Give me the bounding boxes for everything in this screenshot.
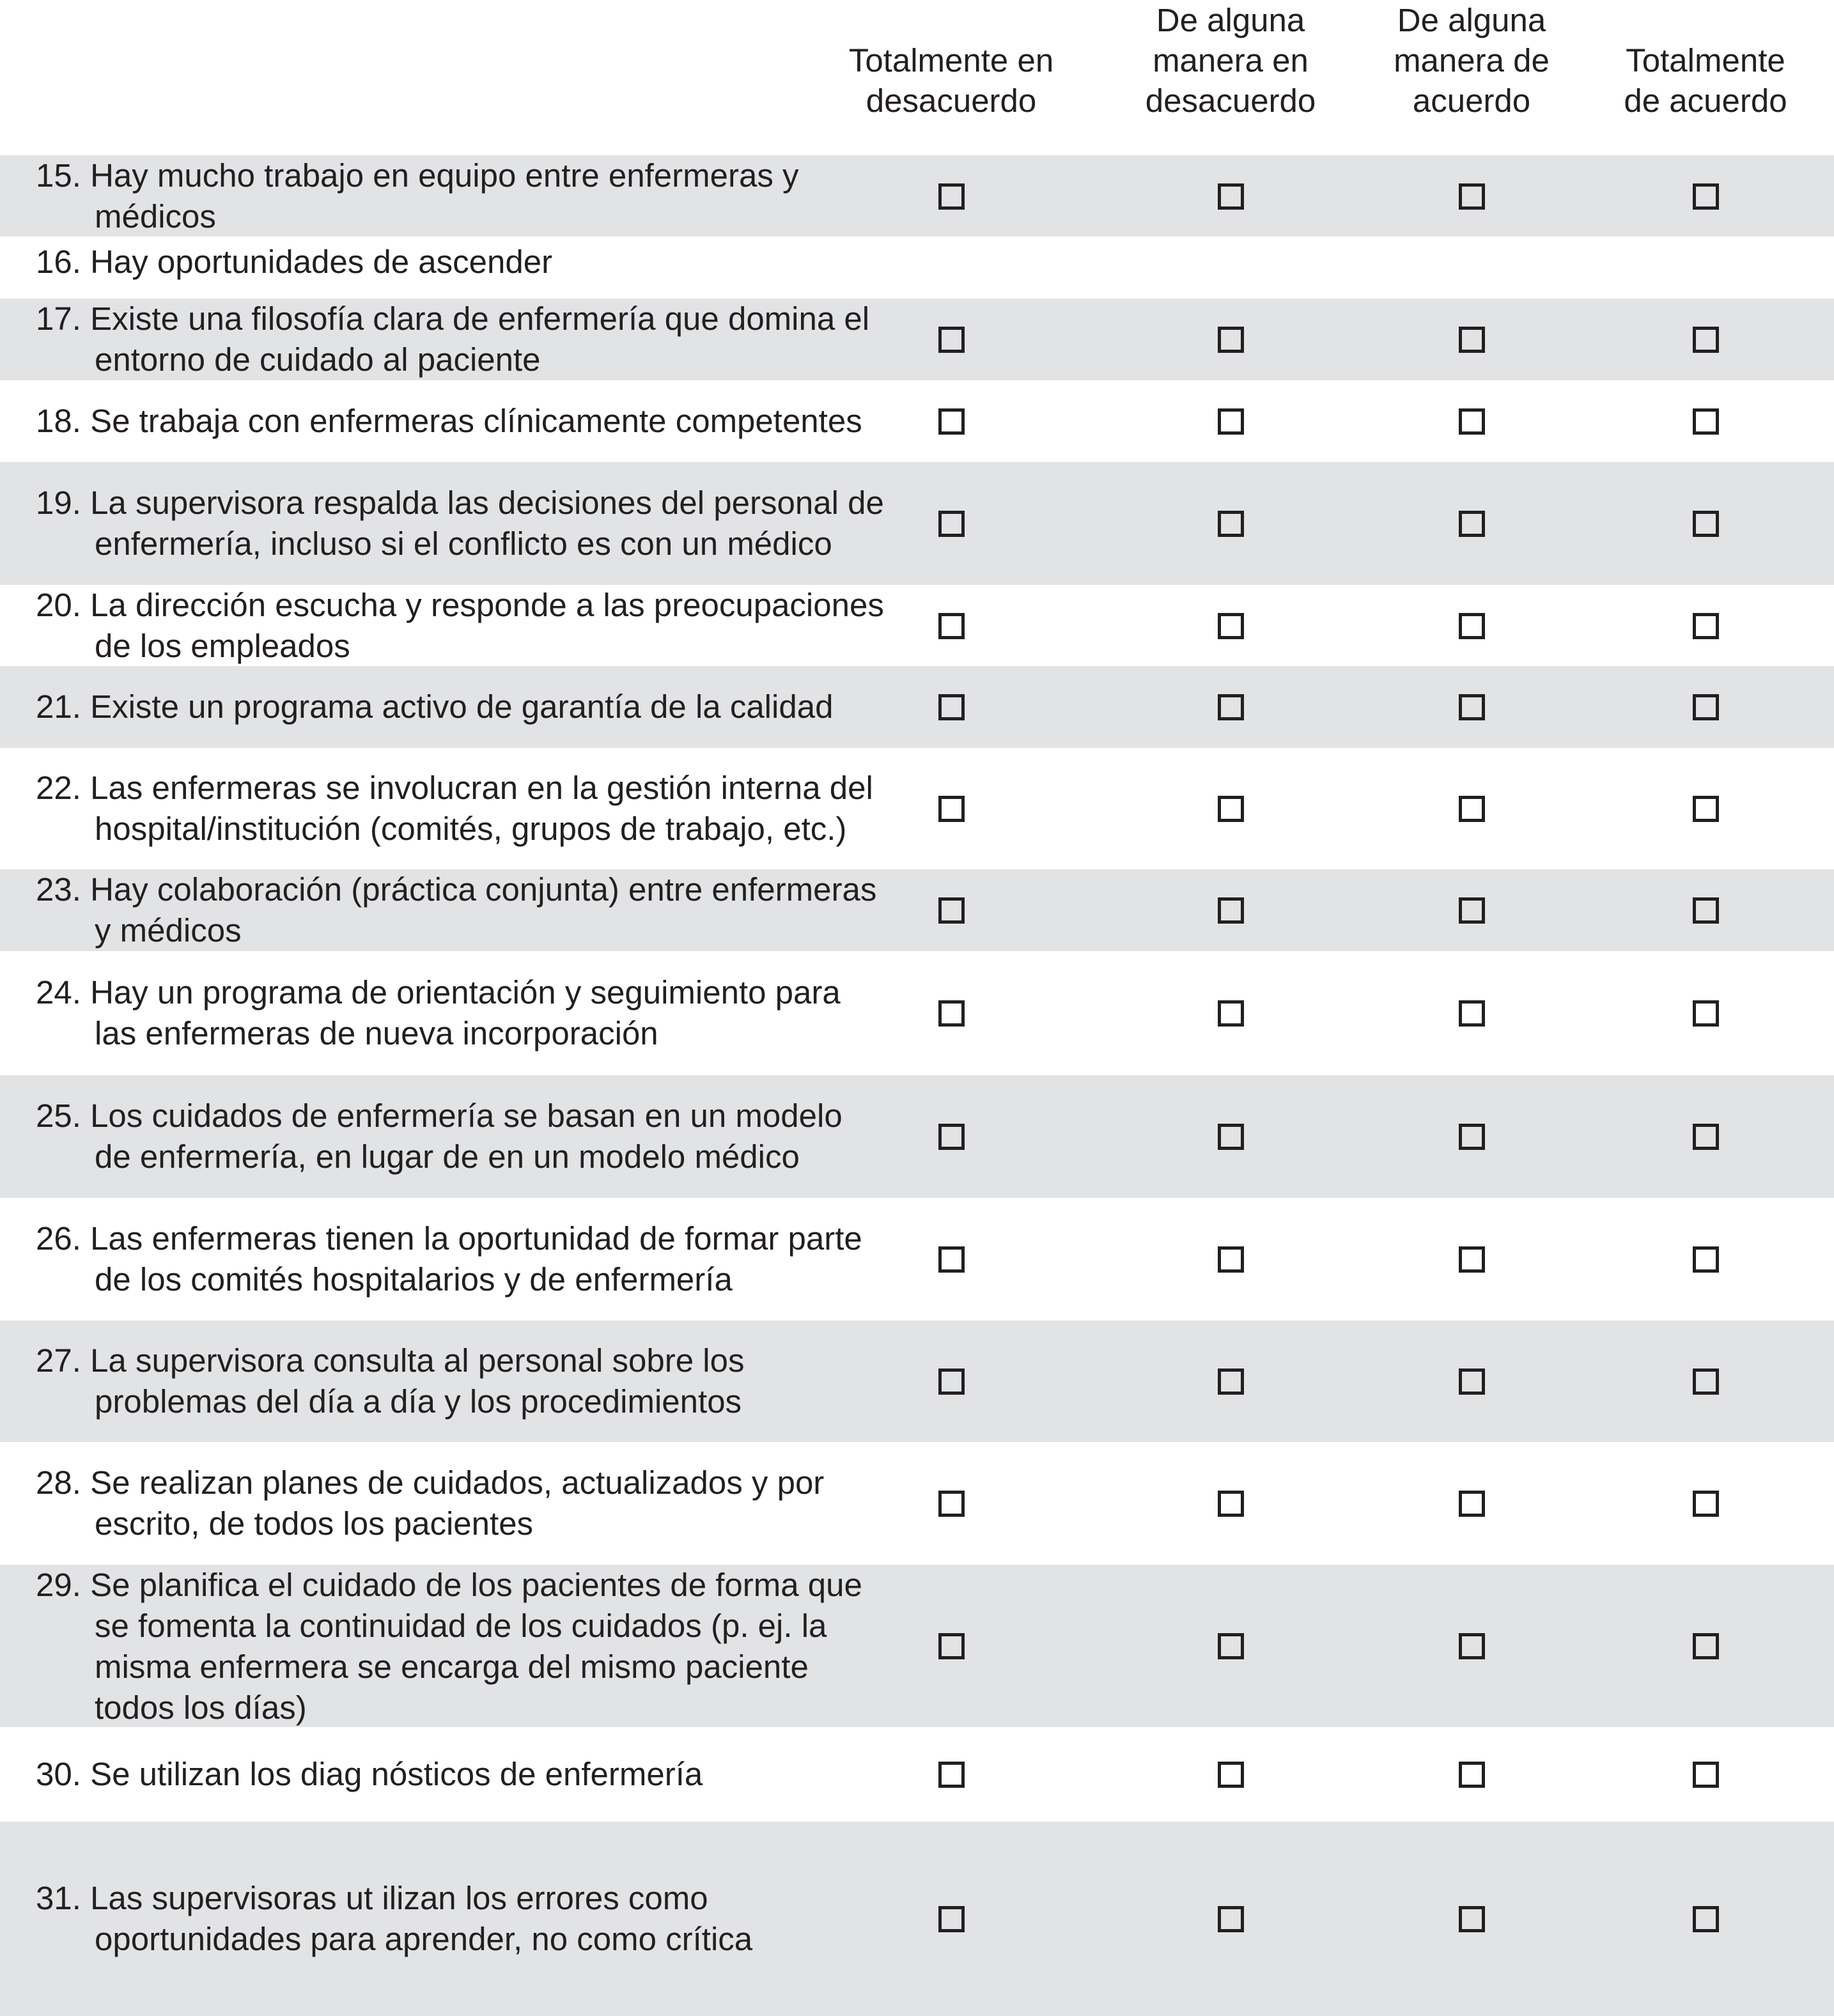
answer-checkbox-strongly-agree[interactable] (1693, 327, 1719, 353)
answer-checkbox-strongly-disagree[interactable] (938, 1124, 965, 1150)
answer-checkbox-strongly-agree[interactable] (1693, 1124, 1719, 1150)
question-text: 22. Las enfermeras se involucran en la gestión interna del hospital/institución (comités, grupos de trabajo, etc.) (36, 770, 873, 847)
answer-checkbox-somewhat-agree[interactable] (1459, 1491, 1485, 1517)
answer-checkbox-somewhat-agree[interactable] (1459, 1246, 1485, 1273)
answer-checkbox-strongly-disagree[interactable] (938, 1491, 965, 1517)
question-text: 19. La supervisora respalda las decisiones del personal de enfermería, incluso si el conflicto es con un médico (36, 485, 884, 562)
question-row (0, 1727, 1834, 1822)
question-row (0, 236, 1834, 299)
answer-checkbox-strongly-disagree[interactable] (938, 694, 965, 720)
answer-checkbox-strongly-disagree[interactable] (938, 1906, 965, 1932)
column-header-somewhat-disagree: De alguna manera en desacuerdo (1145, 2, 1316, 119)
question-text: 17. Existe una filosofía clara de enfermería que domina el entorno de cuidado al paciente (36, 300, 870, 378)
question-row (0, 1075, 1834, 1198)
answer-checkbox-strongly-agree[interactable] (1693, 183, 1719, 210)
answer-checkbox-somewhat-agree[interactable] (1459, 1633, 1485, 1659)
answer-checkbox-strongly-agree[interactable] (1693, 897, 1719, 924)
answer-checkbox-somewhat-agree[interactable] (1459, 1906, 1485, 1932)
column-header-somewhat-agree: De alguna manera de acuerdo (1394, 2, 1550, 119)
question-text: 16. Hay oportunidades de ascender (36, 244, 553, 280)
question-row (0, 585, 1834, 666)
answer-checkbox-somewhat-disagree[interactable] (1218, 1491, 1244, 1517)
answer-checkbox-somewhat-agree[interactable] (1459, 1000, 1485, 1027)
question-text: 20. La dirección escucha y responde a las preocupaciones de los empleados (36, 587, 884, 664)
answer-checkbox-somewhat-disagree[interactable] (1218, 1369, 1244, 1395)
answer-checkbox-somewhat-agree[interactable] (1459, 408, 1485, 435)
question-text: 18. Se trabaja con enfermeras clínicamente competentes (36, 403, 862, 439)
question-row (0, 1198, 1834, 1321)
answer-checkbox-somewhat-disagree[interactable] (1218, 1246, 1244, 1273)
answer-checkbox-strongly-disagree[interactable] (938, 1762, 965, 1788)
answer-checkbox-strongly-disagree[interactable] (938, 1369, 965, 1395)
answer-checkbox-somewhat-agree[interactable] (1459, 897, 1485, 924)
answer-checkbox-somewhat-agree[interactable] (1459, 613, 1485, 639)
answer-checkbox-strongly-agree[interactable] (1693, 1369, 1719, 1395)
question-row (0, 155, 1834, 236)
answer-checkbox-somewhat-disagree[interactable] (1218, 796, 1244, 822)
question-text: 21. Existe un programa activo de garantía de la calidad (36, 688, 834, 725)
answer-checkbox-somewhat-disagree[interactable] (1218, 327, 1244, 353)
answer-checkbox-somewhat-disagree[interactable] (1218, 511, 1244, 537)
answer-checkbox-somewhat-disagree[interactable] (1218, 183, 1244, 210)
answer-checkbox-strongly-agree[interactable] (1693, 694, 1719, 720)
answer-checkbox-somewhat-disagree[interactable] (1218, 694, 1244, 720)
question-row (0, 666, 1834, 748)
answer-checkbox-somewhat-agree[interactable] (1459, 1369, 1485, 1395)
answer-checkbox-somewhat-agree[interactable] (1459, 1124, 1485, 1150)
answer-checkbox-somewhat-disagree[interactable] (1218, 613, 1244, 639)
answer-checkbox-somewhat-disagree[interactable] (1218, 1124, 1244, 1150)
answer-checkbox-somewhat-agree[interactable] (1459, 796, 1485, 822)
question-row (0, 951, 1834, 1075)
answer-checkbox-strongly-disagree[interactable] (938, 613, 965, 639)
question-text: 28. Se realizan planes de cuidados, actualizados y por escrito, de todos los pacientes (36, 1464, 825, 1542)
question-text: 30. Se utilizan los diag nósticos de enfermería (36, 1756, 703, 1792)
answer-checkbox-strongly-agree[interactable] (1693, 1000, 1719, 1027)
answer-checkbox-somewhat-disagree[interactable] (1218, 897, 1244, 924)
answer-checkbox-strongly-disagree[interactable] (938, 796, 965, 822)
answer-checkbox-somewhat-disagree[interactable] (1218, 408, 1244, 435)
answer-checkbox-somewhat-disagree[interactable] (1218, 1906, 1244, 1932)
answer-checkbox-somewhat-agree[interactable] (1459, 183, 1485, 210)
question-text: 29. Se planifica el cuidado de los pacientes de forma que se fomenta la continuidad de los cuidados (p. ej. la misma enfermera se encarga del mismo paciente todos los días) (36, 1567, 862, 1726)
column-header-strongly-agree: Totalmente de acuerdo (1624, 42, 1787, 119)
question-text: 25. Los cuidados de enfermería se basan en un modelo de enfermería, en lugar de en un modelo médico (36, 1097, 843, 1175)
answer-checkbox-somewhat-disagree[interactable] (1218, 1000, 1244, 1027)
answer-checkbox-strongly-agree[interactable] (1693, 1491, 1719, 1517)
question-row (0, 869, 1834, 951)
answer-checkbox-somewhat-agree[interactable] (1459, 327, 1485, 353)
answer-checkbox-strongly-agree[interactable] (1693, 511, 1719, 537)
answer-checkbox-strongly-disagree[interactable] (938, 183, 965, 210)
answer-checkbox-strongly-disagree[interactable] (938, 511, 965, 537)
question-row (0, 462, 1834, 585)
answer-checkbox-strongly-agree[interactable] (1693, 796, 1719, 822)
question-row (0, 380, 1834, 462)
question-text: 24. Hay un programa de orientación y seguimiento para las enfermeras de nueva incorporación (36, 974, 841, 1051)
question-text: 15. Hay mucho trabajo en equipo entre enfermeras y médicos (36, 157, 799, 235)
question-text: 23. Hay colaboración (práctica conjunta) entre enfermeras y médicos (36, 871, 877, 949)
answer-checkbox-strongly-agree[interactable] (1693, 408, 1719, 435)
question-row (0, 299, 1834, 380)
question-row (0, 1565, 1834, 1727)
answer-checkbox-strongly-disagree[interactable] (938, 408, 965, 435)
answer-checkbox-strongly-disagree[interactable] (938, 1000, 965, 1027)
question-text: 26. Las enfermeras tienen la oportunidad de formar parte de los comités hospitalarios y de enfermería (36, 1220, 862, 1298)
question-row (0, 1442, 1834, 1565)
answer-checkbox-strongly-agree[interactable] (1693, 1633, 1719, 1659)
question-row (0, 1321, 1834, 1442)
question-text: 27. La supervisora consulta al personal sobre los problemas del día a día y los procedimientos (36, 1342, 745, 1420)
answer-checkbox-strongly-agree[interactable] (1693, 1906, 1719, 1932)
answer-checkbox-strongly-disagree[interactable] (938, 1246, 965, 1273)
answer-checkbox-strongly-disagree[interactable] (938, 327, 965, 353)
answer-checkbox-strongly-agree[interactable] (1693, 1246, 1719, 1273)
answer-checkbox-strongly-disagree[interactable] (938, 897, 965, 924)
answer-checkbox-somewhat-disagree[interactable] (1218, 1633, 1244, 1659)
answer-checkbox-strongly-disagree[interactable] (938, 1633, 965, 1659)
answer-checkbox-somewhat-disagree[interactable] (1218, 1762, 1244, 1788)
question-row (0, 1822, 1834, 2016)
answer-checkbox-somewhat-agree[interactable] (1459, 511, 1485, 537)
answer-checkbox-strongly-agree[interactable] (1693, 1762, 1719, 1788)
question-row (0, 748, 1834, 869)
scale-header (0, 0, 1834, 155)
answer-checkbox-somewhat-agree[interactable] (1459, 1762, 1485, 1788)
question-text: 31. Las supervisoras ut ilizan los errores como oportunidades para aprender, no como crítica (36, 1880, 753, 1957)
column-header-strongly-disagree: Totalmente en desacuerdo (848, 42, 1054, 119)
answer-checkbox-somewhat-agree[interactable] (1459, 694, 1485, 720)
answer-checkbox-strongly-agree[interactable] (1693, 613, 1719, 639)
